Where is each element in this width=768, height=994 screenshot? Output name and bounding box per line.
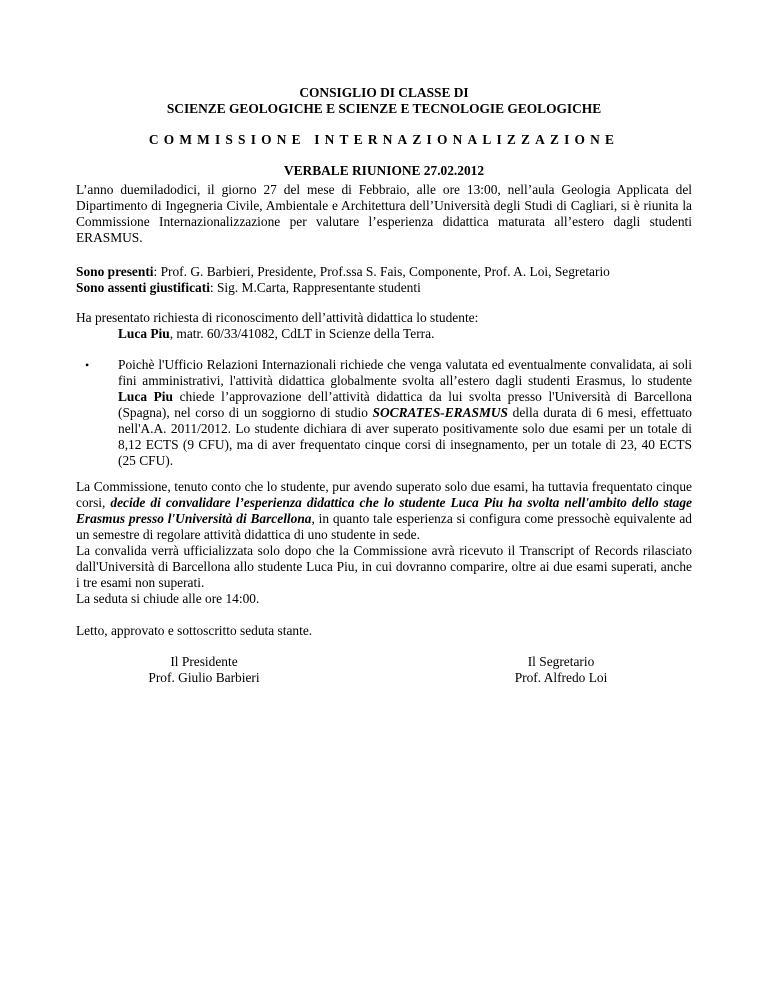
bullet-icon: • <box>85 358 90 372</box>
program-name: SOCRATES-ERASMUS <box>372 405 508 420</box>
bullet-part3: della durata di 6 mesi, effettuato nell'A.A. 2011/2012. Lo studente dichiara di aver superato positivamente solo due esami per un totale di 8,12 ECTS (9 CFU), ma di aver frequentato cinque corsi di insegnamento, per un totale di 23, 40 ECTS (25 CFU). <box>118 405 693 468</box>
commission-title: COMMISSIONE INTERNAZIONALIZZAZIONE <box>148 132 620 147</box>
student-details: , matr. 60/33/41082, CdLT in Scienze della Terra. <box>169 326 435 341</box>
council-title: CONSIGLIO DI CLASSE DI <box>299 85 469 100</box>
decision-emphasis: decide di convalidare l’esperienza didattica che lo studente Luca Piu ha svolta nell'ambito dello stage Erasmus presso l'Università di Barcellona <box>76 495 692 526</box>
absent-label: Sono assenti giustificati <box>76 280 210 295</box>
closing-paragraph: La seduta si chiude alle ore 14:00. <box>76 591 260 606</box>
secretary-role: Il Segretario <box>527 654 595 669</box>
absent-line <box>76 280 692 296</box>
attendance-block <box>76 264 692 296</box>
secretary-name: Prof. Alfredo Loi <box>514 670 608 685</box>
decision-part1: La Commissione, tenuto conto che lo studente, pur avendo superato solo due esami, ha tuttavia frequentato cinque corsi, <box>76 479 692 510</box>
request-paragraph: Ha presentato richiesta di riconoscimento dell’attività didattica lo studente: <box>76 310 479 325</box>
student-name: Luca Piu <box>118 326 170 341</box>
president-role: Il Presidente <box>170 654 238 669</box>
president-signature <box>124 654 284 686</box>
bullet-text <box>118 357 692 469</box>
minutes-title: VERBALE RIUNIONE 27.02.2012 <box>283 163 485 178</box>
intro-paragraph: L’anno duemiladodici, il giorno 27 del mese di Febbraio, alle ore 13:00, nell’aula Geologia Applicata del Dipartimento di Ingegneria Civile, Ambientale e Architettura dell’Università degli Studi di Cagliari, si è riunita la Commissione Internazionalizzazione per valutare l’esperienza didattica maturata all’estero dagli studenti ERASMUS. <box>76 182 692 245</box>
bullet-part1: Poichè l'Ufficio Relazioni Internazionali richiede che venga valutata ed eventualmente convalidata, ai soli fini amministrativi, l'attività didattica globalmente svolta all’estero dagli studenti Erasmus, lo studente <box>118 357 692 388</box>
present-line <box>76 264 692 280</box>
decision-part2: , in quanto tale esperienza si configura come pressochè equivalente ad un semestre di regolare attività didattica di uno studente in sede. <box>76 511 693 542</box>
president-name: Prof. Giulio Barbieri <box>148 670 260 685</box>
bullet-student-name: Luca Piu <box>118 389 173 404</box>
approval-paragraph: Letto, approvato e sottoscritto seduta stante. <box>76 623 313 638</box>
validation-paragraph: La convalida verrà ufficializzata solo dopo che la Commissione avrà ricevuto il Transcript of Records rilasciato dall'Università di Barcellona allo studente Luca Piu, in cui dovranno comparire, oltre ai due esami superati, anche i tre esami non superati. <box>76 543 692 590</box>
secretary-signature <box>476 654 646 686</box>
decision-paragraph <box>76 479 692 543</box>
student-line <box>118 326 678 342</box>
bullet-part2: chiede l’approvazione dell’attività didattica da lui svolta presso l'Università di Barcellona (Spagna), nel corso di un soggiorno di studio <box>118 389 692 420</box>
present-text: : Prof. G. Barbieri, Presidente, Prof.ssa S. Fais, Componente, Prof. A. Loi, Segretario <box>153 264 610 279</box>
council-subtitle: SCIENZE GEOLOGICHE E SCIENZE E TECNOLOGIE GEOLOGICHE <box>166 101 602 116</box>
absent-text: : Sig. M.Carta, Rappresentante studenti <box>209 280 421 295</box>
present-label: Sono presenti <box>76 264 154 279</box>
